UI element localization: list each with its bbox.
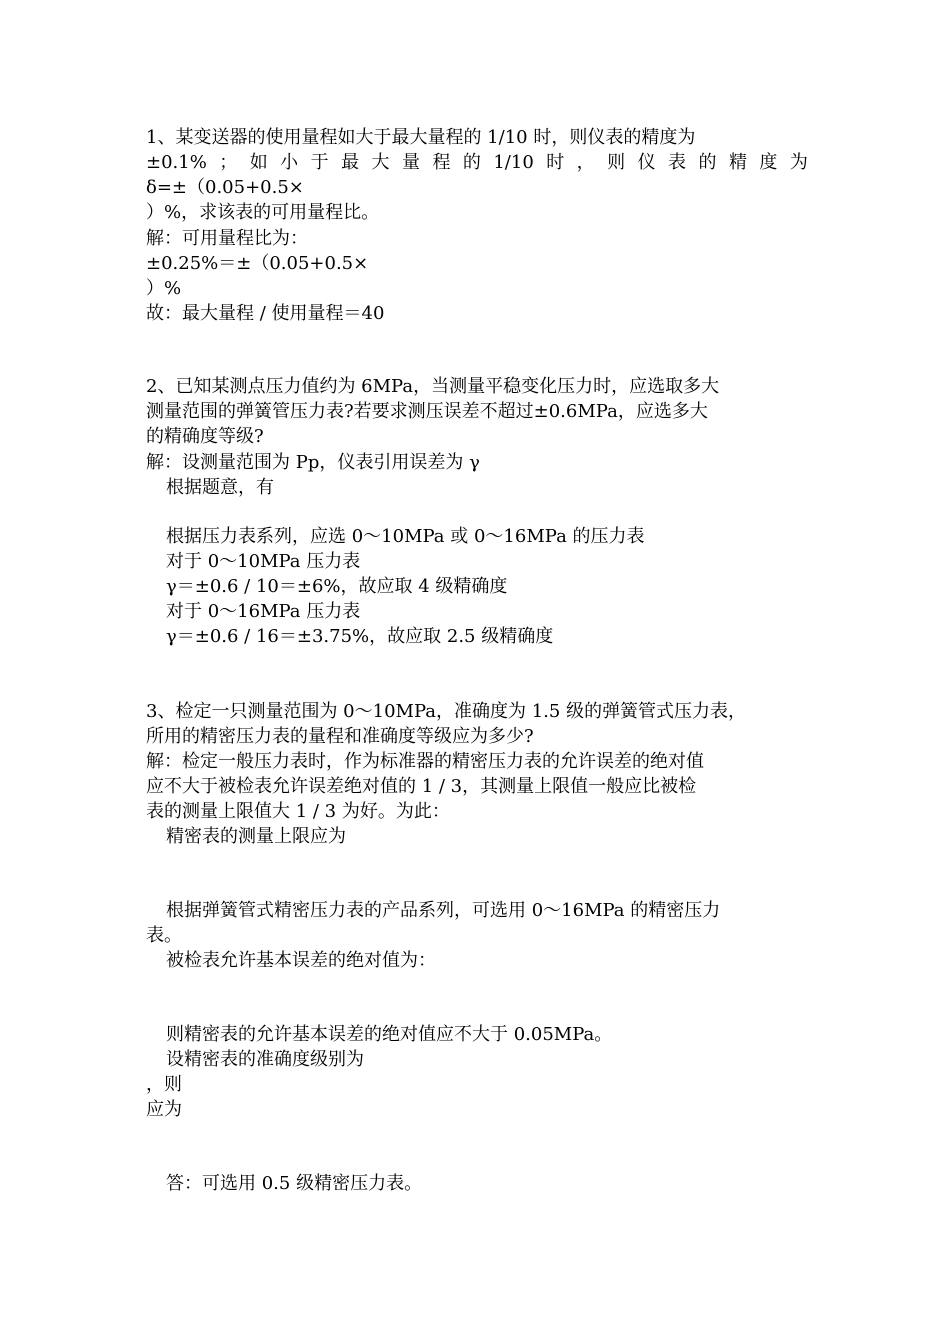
q1-line-2-token: 最: [341, 152, 360, 173]
q3-solution-3: 表的测量上限值大 1 / 3 为好。为此：: [146, 801, 450, 822]
q1-line-2-token: 的: [462, 152, 481, 173]
q1-solution-4: 故：最大量程 / 使用量程＝40: [146, 303, 385, 324]
q3-solution-9: 设精密表的准确度级别为: [166, 1049, 364, 1070]
q3-solution-4: 精密表的测量上限应为: [166, 826, 346, 847]
q1-line-2-token: 度: [759, 152, 778, 173]
q1-line-2-token: ，: [576, 152, 595, 173]
q1-line-2-token: 则: [607, 152, 626, 173]
q1-line-2: [146, 150, 808, 175]
q1-line-2-token: 量: [401, 152, 420, 173]
q1-line-2-token: 大: [371, 152, 390, 173]
q3-solution-6: 表。: [146, 925, 182, 946]
q2-line-3: 的精确度等级?: [146, 426, 264, 447]
q2-solution-7: γ＝±0.6 / 16＝±3.75%，故应取 2.5 级精确度: [166, 626, 554, 647]
q2-solution-1: 解：设测量范围为 Pp，仪表引用误差为 γ: [146, 452, 480, 473]
q1-line-2-token: 的: [698, 152, 717, 173]
q3-solution-11: 应为: [146, 1099, 182, 1120]
q3-line-2: 所用的精密压力表的量程和准确度等级应为多少?: [146, 726, 534, 747]
q1-line-2-token: 仪: [637, 152, 656, 173]
q1-solution-2: ±0.25%＝±（0.05+0.5×: [146, 253, 369, 274]
q3-answer: 答：可选用 0.5 级精密压力表。: [166, 1173, 423, 1194]
q2-solution-6: 对于 0～16MPa 压力表: [166, 601, 361, 622]
q1-line-2-token: 于: [310, 152, 329, 173]
q1-solution-3: ）%: [146, 278, 182, 299]
q1-line-2-token: 1/10: [493, 152, 534, 173]
q2-line-2: 测量范围的弹簧管压力表?若要求测压误差不超过±0.6MPa，应选多大: [146, 401, 708, 422]
q3-solution-2: 应不大于被检表允许误差绝对值的 1 / 3，其测量上限值一般应比被检: [146, 776, 697, 797]
q3-solution-1: 解：检定一般压力表时，作为标准器的精密压力表的允许误差的绝对值: [146, 751, 704, 772]
q2-solution-5: γ＝±0.6 / 10＝±6%，故应取 4 级精确度: [166, 576, 508, 597]
q3-solution-7: 被检表允许基本误差的绝对值为：: [166, 950, 436, 971]
q2-solution-4: 对于 0～10MPa 压力表: [166, 551, 361, 572]
q3-solution-10: ，则: [146, 1074, 182, 1095]
q2-solution-2: 根据题意，有: [166, 477, 274, 498]
q1-line-2-token: 为: [789, 152, 808, 173]
q2-solution-3: 根据压力表系列，应选 0～10MPa 或 0～16MPa 的压力表: [166, 526, 645, 547]
q1-line-3: δ=±（0.05+0.5×: [146, 177, 304, 198]
q1-solution-1: 解：可用量程比为：: [146, 228, 308, 249]
q1-line-2-token: 如: [249, 152, 268, 173]
q2-line-1: 2、已知某测点压力值约为 6MPa，当测量平稳变化压力时，应选取多大: [146, 376, 720, 397]
q1-line-4: ）%，求该表的可用量程比。: [146, 202, 380, 223]
q1-line-2-token: 精: [728, 152, 747, 173]
q3-solution-5: 根据弹簧管式精密压力表的产品系列，可选用 0～16MPa 的精密压力: [166, 900, 721, 921]
q3-line-1: 3、检定一只测量范围为 0～10MPa，准确度为 1.5 级的弹簧管式压力表，: [146, 701, 747, 722]
q1-line-2-token: 表: [668, 152, 687, 173]
q1-line-1: 1、某变送器的使用量程如大于最大量程的 1/10 时，则仪表的精度为: [146, 127, 696, 148]
q1-line-2-token: ±0.1%: [146, 152, 207, 173]
q1-line-2-token: ；: [219, 152, 238, 173]
q1-line-2-token: 小: [280, 152, 299, 173]
q3-solution-8: 则精密表的允许基本误差的绝对值应不大于 0.05MPa。: [166, 1024, 613, 1045]
q1-line-2-token: 时: [546, 152, 565, 173]
q1-line-2-token: 程: [432, 152, 451, 173]
